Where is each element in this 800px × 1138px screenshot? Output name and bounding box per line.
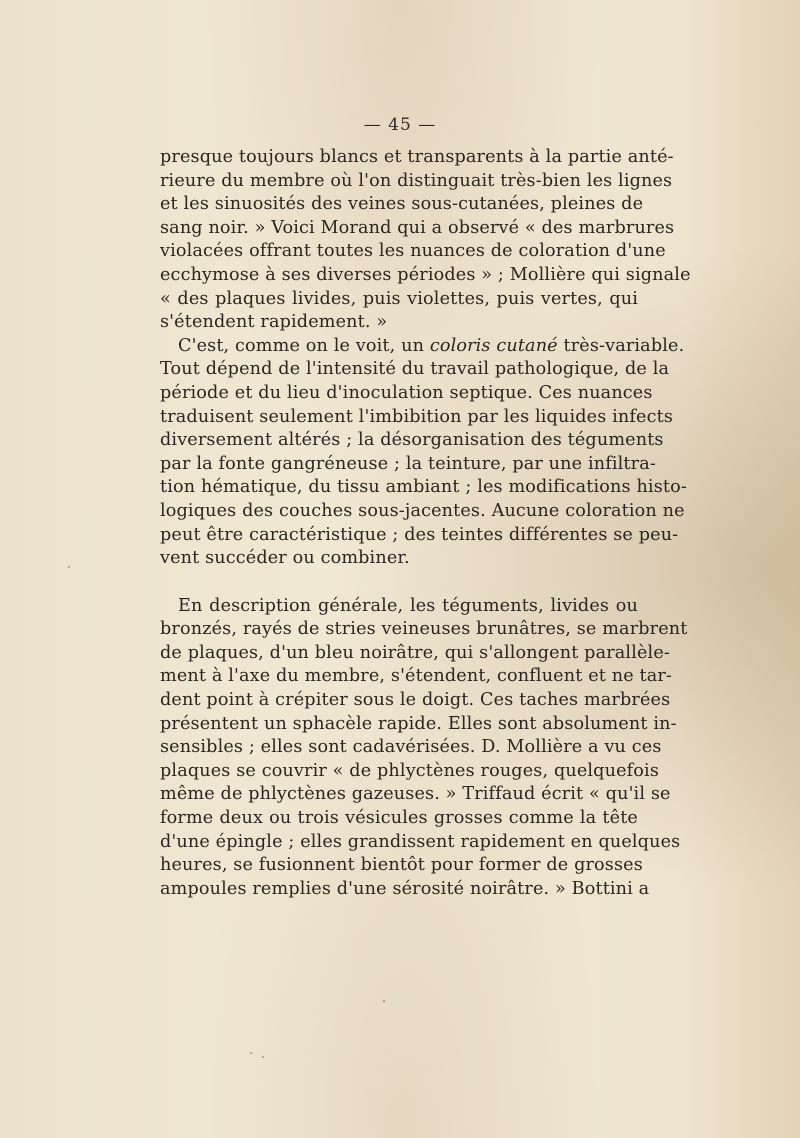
text-line: peut être caractéristique ; des teintes différentes se peu-: [160, 524, 679, 545]
paper-speck: [262, 1056, 264, 1058]
paragraph-1: [160, 146, 691, 335]
paper-speck: [68, 566, 70, 568]
paper-speck: [383, 1000, 385, 1002]
text-line: présentent un sphacèle rapide. Elles sont absolument in-: [160, 713, 677, 734]
text-segment: C'est, comme on le voit, un: [178, 335, 430, 356]
text-line: même de phlyctènes gazeuses. » Triffaud écrit « qu'il se: [160, 784, 671, 805]
text-line: En description générale, les téguments, livides ou: [178, 595, 638, 616]
paragraph-2: [160, 335, 687, 571]
text-line: violacées offrant toutes les nuances de coloration d'une: [160, 241, 666, 262]
text-line: dent point à crépiter sous le doigt. Ces taches marbrées: [160, 690, 671, 711]
text-line: sang noir. » Voici Morand qui a observé « des marbrures: [160, 217, 675, 238]
text-line: presque toujours blancs et transparents à la partie anté-: [160, 147, 674, 167]
text-line: et les sinuosités des veines sous-cutanées, pleines de: [160, 194, 644, 215]
paragraph-3: [160, 595, 688, 902]
text-line: rieure du membre où l'on distinguait très-bien les lignes: [160, 170, 673, 191]
text-line: s'étendent rapidement. »: [160, 312, 388, 333]
text-line: sensibles ; elles sont cadavérisées. D. Mollière a vu ces: [160, 737, 662, 758]
page-number: — 45 —: [363, 115, 437, 135]
text-line: ampoules remplies d'une sérosité noirâtre. » Bottini a: [160, 878, 650, 899]
text-line: heures, se fusionnent bientôt pour former de grosses: [160, 855, 643, 876]
text-line: traduisent seulement l'imbibition par les liquides infects: [160, 406, 674, 427]
text-line: d'une épingle ; elles grandissent rapidement en quelques: [160, 831, 681, 852]
text-line: diversement altérés ; la désorganisation des téguments: [160, 430, 664, 451]
text-line: forme deux ou trois vésicules grosses comme la tête: [160, 808, 638, 829]
text-line: période et du lieu d'inoculation septique. Ces nuances: [160, 382, 653, 403]
paragraph-gap: [160, 571, 638, 595]
text-line: de plaques, d'un bleu noirâtre, qui s'allongent parallèle-: [160, 642, 670, 663]
text-line: logiques des couches sous-jacentes. Aucune coloration ne: [160, 500, 685, 521]
text-line: vent succéder ou combiner.: [160, 548, 410, 569]
text-segment: très-variable.: [557, 335, 685, 356]
text-line: Tout dépend de l'intensité du travail pathologique, de la: [160, 359, 670, 380]
text-line: tion hématique, du tissu ambiant ; les modifications histo-: [160, 477, 687, 498]
text-line: ment à l'axe du membre, s'étendent, confluent et ne tar-: [160, 666, 673, 687]
text-line: [160, 335, 685, 359]
body-text: [160, 146, 691, 901]
text-line: « des plaques livides, puis violettes, puis vertes, qui: [160, 288, 638, 309]
text-line: ecchymose à ses diverses périodes » ; Mollière qui signale: [160, 264, 691, 285]
text-line: plaques se couvrir « de phlyctènes rouges, quelquefois: [160, 760, 659, 781]
paper-speck: [250, 1052, 252, 1054]
text-line: par la fonte gangréneuse ; la teinture, par une infiltra-: [160, 453, 656, 474]
text-line: bronzés, rayés de stries veineuses brunâtres, se marbrent: [160, 619, 688, 640]
italic-term: coloris cutané: [429, 335, 558, 356]
